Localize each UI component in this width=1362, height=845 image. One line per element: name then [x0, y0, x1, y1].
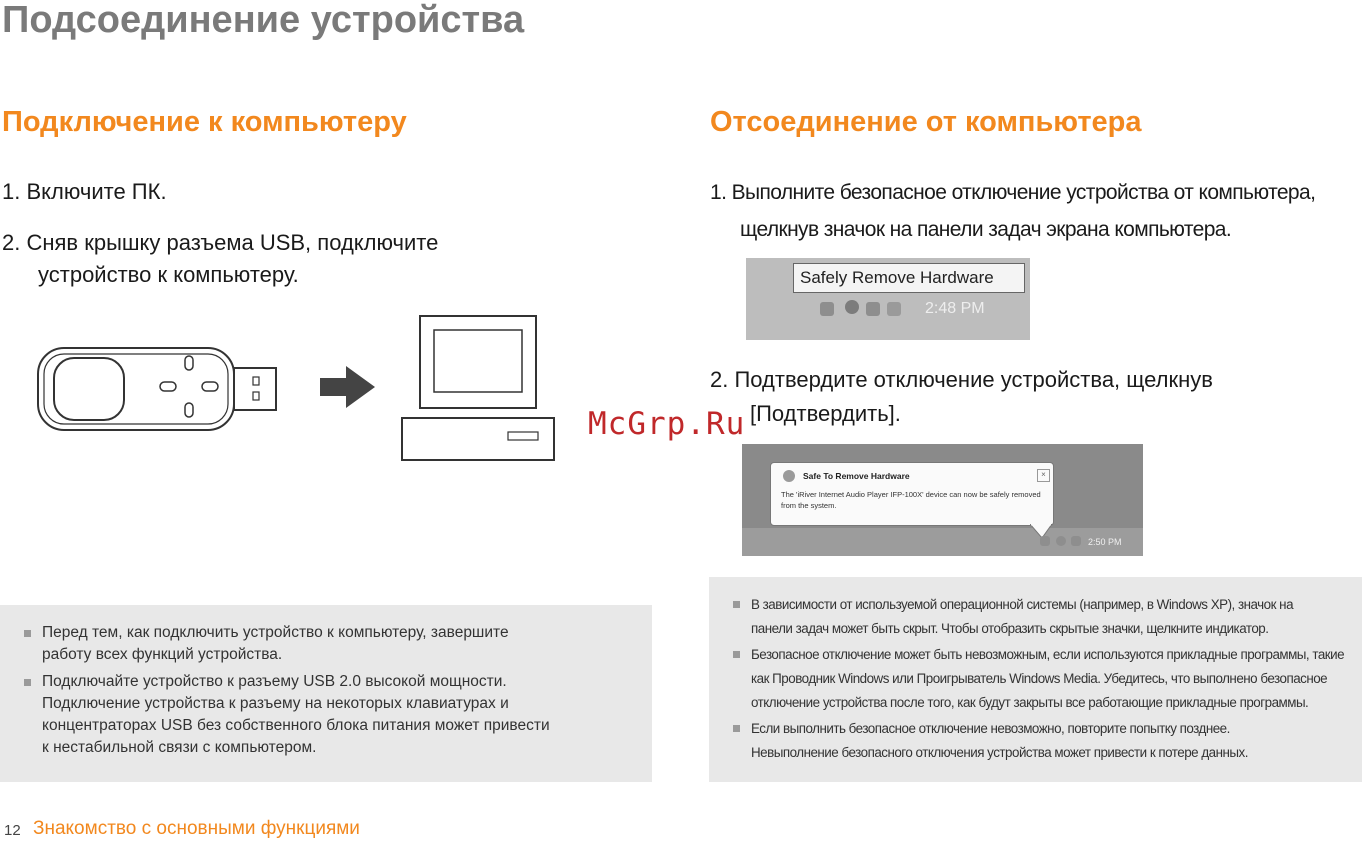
taskbar-clock: 2:48 PM: [925, 300, 985, 317]
safely-remove-hardware-icon: [845, 300, 859, 314]
bullet-icon: [24, 679, 31, 686]
disconnect-step-2-cont: [Подтвердить].: [750, 401, 901, 426]
bullet-icon: [733, 601, 740, 608]
disconnect-step-2: [710, 364, 1213, 396]
taskbar-strip: [742, 528, 1143, 556]
safely-remove-hardware-icon: [1056, 536, 1066, 546]
step-number: 1.: [2, 179, 21, 204]
safely-remove-tooltip: Safely Remove Hardware: [793, 263, 1025, 293]
disconnect-step-1-cont: щелкнув значок на панели задач экрана компьютера.: [740, 218, 1232, 241]
note-item: В зависимости от используемой операционной системы (например, в Windows XP), значок на панели задач может быть скрыт. Чтобы отобразить скрытые значки, щелкните индикатор.: [709, 593, 1362, 641]
tray-icon: [1071, 536, 1081, 546]
connect-notes: [0, 605, 652, 782]
balloon-text: The 'iRiver Internet Audio Player IFP-100X' device can now be safely removed from the system.: [781, 490, 1041, 510]
disconnect-step-1: [710, 177, 1315, 209]
section-footer: Знакомство с основными функциями: [33, 818, 360, 839]
connect-illustration: [30, 310, 570, 470]
step-number: 1.: [710, 181, 727, 204]
connect-step-1: [2, 176, 167, 208]
disconnect-heading: Отсоединение от компьютера: [710, 106, 1142, 138]
bullet-icon: [733, 651, 740, 658]
close-icon[interactable]: ×: [1037, 469, 1050, 482]
watermark: McGrp.Ru: [588, 406, 746, 442]
note-item: Подключайте устройство к разъему USB 2.0 высокой мощности. Подключение устройства к разъему на некоторых клавиатурах и концентраторах USB без собственного блока питания может привести к нестабильной связи с компьютером.: [0, 671, 652, 759]
tray-icon: [1040, 536, 1050, 546]
tray-icon: [866, 302, 880, 316]
connect-step-2-cont: устройство к компьютеру.: [38, 262, 299, 287]
step-text: Сняв крышку разъема USB, подключите: [26, 230, 439, 255]
page-title: Подсоединение устройства: [2, 0, 525, 41]
note-item: Безопасное отключение может быть невозможным, если используются прикладные программы, такие как Проводник Windows или Проигрыватель Windows Media. Убедитесь, что выполнено безопасное отключение устройства после того, как будут закрыты все работающие прикладные программы.: [709, 643, 1362, 715]
bullet-icon: [733, 725, 740, 732]
disconnect-notes: [709, 577, 1362, 782]
note-item: Перед тем, как подключить устройство к компьютеру, завершите работу всех функций устройства.: [0, 622, 652, 666]
step-number: 2.: [2, 230, 21, 255]
step-text: Подтвердите отключение устройства, щелкнув: [734, 367, 1213, 392]
balloon-title: Safe To Remove Hardware: [803, 471, 910, 481]
note-item: Если выполнить безопасное отключение невозможно, повторите попытку позднее. Невыполнение безопасного отключения устройства может привести к потере данных.: [709, 717, 1362, 765]
info-icon: [783, 470, 795, 482]
safe-to-remove-balloon: [770, 462, 1054, 526]
taskbar-clock: 2:50 PM: [1088, 537, 1122, 547]
step-text: Включите ПК.: [26, 179, 167, 204]
step-number: 2.: [710, 367, 729, 392]
desktop-computer-illustration: [402, 316, 554, 460]
tray-icon: [820, 302, 834, 316]
step-text: Выполните безопасное отключение устройства от компьютера,: [731, 181, 1316, 204]
arrow-right-icon: [320, 366, 375, 408]
connect-heading: Подключение к компьютеру: [2, 106, 407, 138]
bullet-icon: [24, 630, 31, 637]
page-number: 12: [4, 822, 21, 839]
connect-step-2: [2, 227, 438, 259]
usb-player-illustration: [38, 348, 276, 430]
tray-icon: [887, 302, 901, 316]
